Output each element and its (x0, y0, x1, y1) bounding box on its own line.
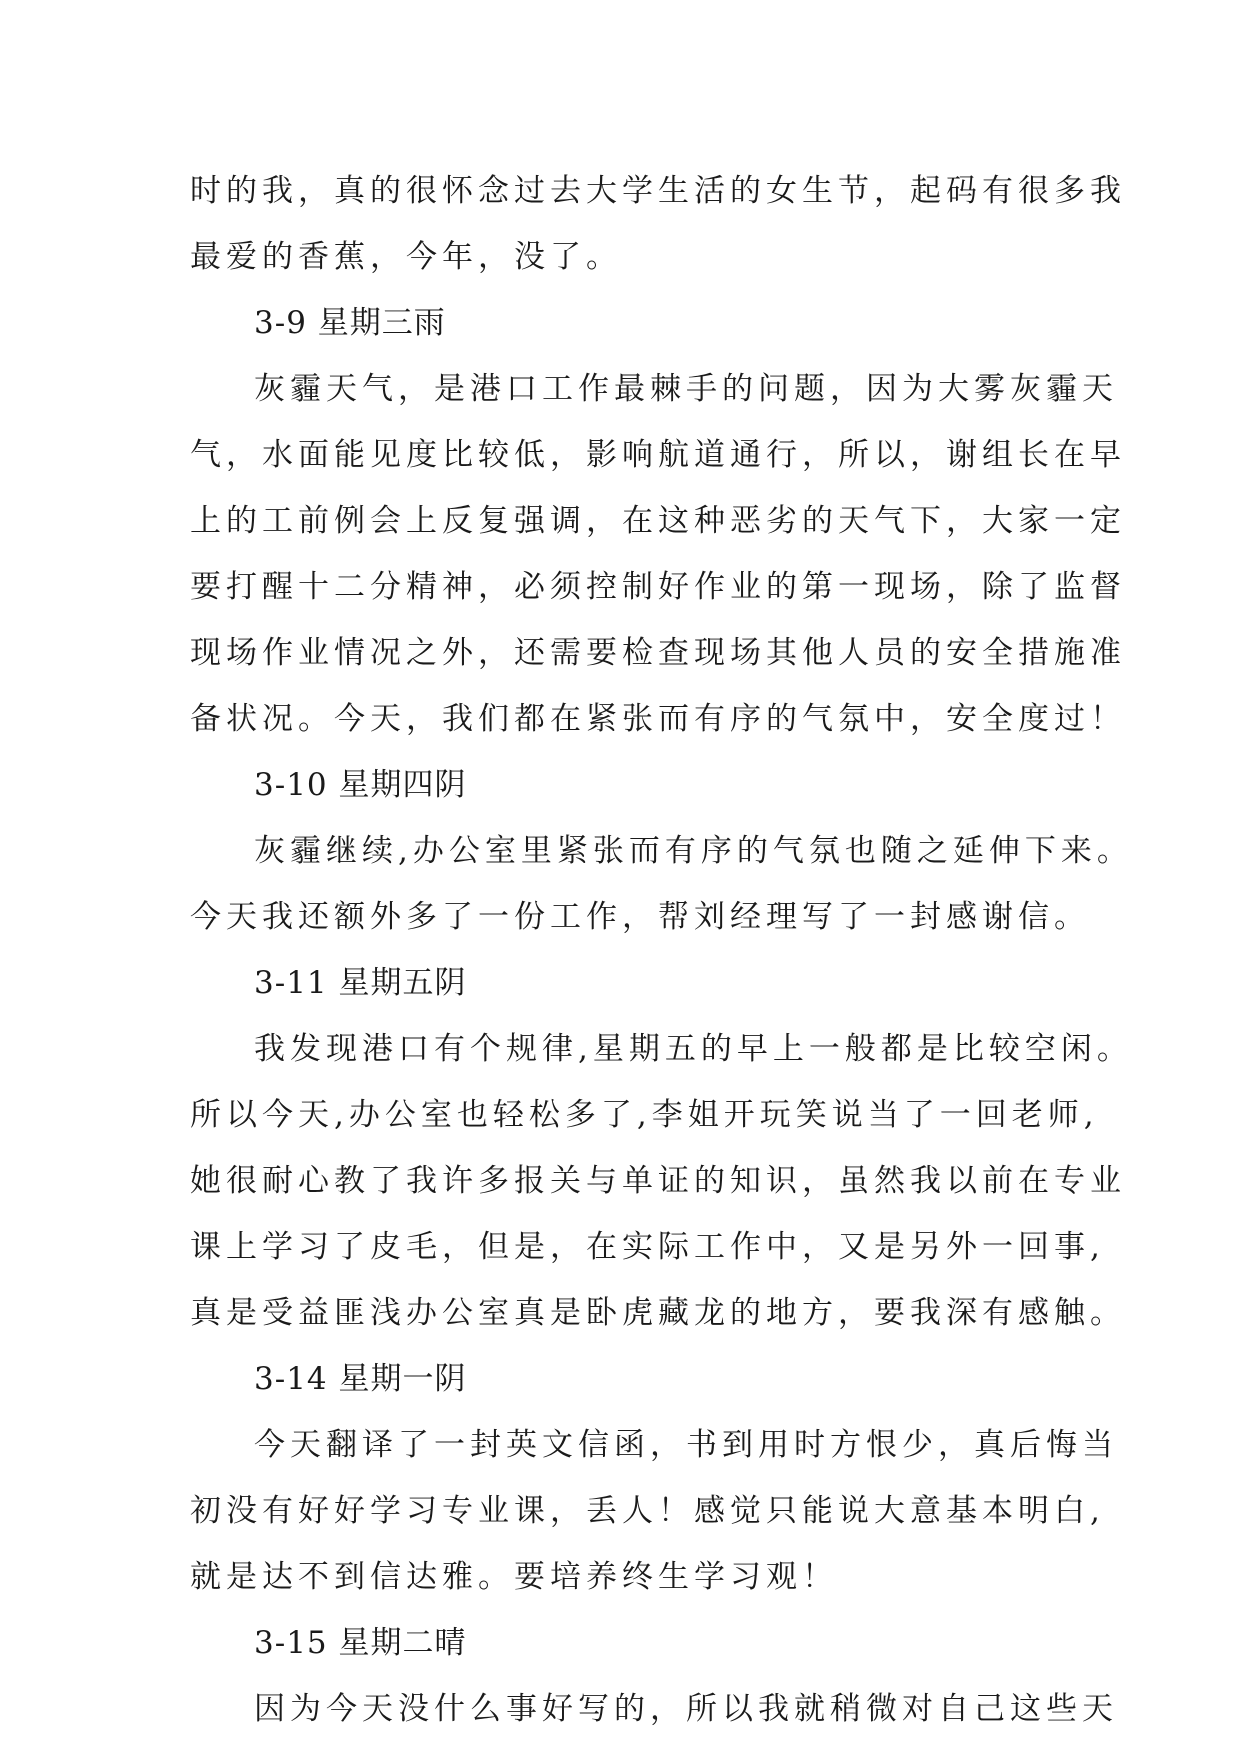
date-heading: 3-9 星期三雨 (254, 305, 446, 341)
text-line: 要打醒十二分精神，必须控制好作业的第一现场，除了监督 (190, 569, 1126, 605)
text-line: 时的我，真的很怀念过去大学生活的女生节，起码有很多我 (190, 173, 1126, 209)
text-line: 上的工前例会上反复强调，在这种恶劣的天气下，大家一定 (190, 503, 1126, 539)
text-line: 气，水面能见度比较低，影响航道通行，所以，谢组长在早 (190, 437, 1126, 473)
text-line: 现场作业情况之外，还需要检查现场其他人员的安全措施准 (190, 635, 1126, 671)
text-line: 最爱的香蕉，今年，没了。 (190, 239, 622, 275)
document-body (190, 158, 1133, 1742)
text-line: 真是受益匪浅办公室真是卧虎藏龙的地方，要我深有感触。 (190, 1295, 1126, 1331)
text-line: 灰霾继续,办公室里紧张而有序的气氛也随之延伸下来。 (254, 833, 1133, 869)
text-line: 备状况。今天，我们都在紧张而有序的气氛中，安全度过！ (190, 701, 1126, 737)
date-heading: 3-10 星期四阴 (254, 767, 467, 803)
text-line: 所以今天,办公室也轻松多了,李姐开玩笑说当了一回老师, (190, 1097, 1099, 1133)
text-line: 我发现港口有个规律,星期五的早上一般都是比较空闲。 (254, 1031, 1133, 1067)
text-line: 今天我还额外多了一份工作，帮刘经理写了一封感谢信。 (190, 899, 1090, 935)
text-line: 就是达不到信达雅。要培养终生学习观！ (190, 1559, 838, 1595)
date-heading: 3-15 星期二晴 (254, 1625, 467, 1661)
text-line: 她很耐心教了我许多报关与单证的知识，虽然我以前在专业 (190, 1163, 1126, 1199)
text-line: 灰霾天气，是港口工作最棘手的问题，因为大雾灰霾天 (254, 371, 1118, 407)
date-heading: 3-14 星期一阴 (254, 1361, 467, 1397)
text-line: 初没有好好学习专业课，丢人！感觉只能说大意基本明白, (190, 1493, 1105, 1529)
text-line: 课上学习了皮毛，但是，在实际工作中，又是另外一回事, (190, 1229, 1105, 1265)
date-heading: 3-11 星期五阴 (254, 965, 467, 1001)
text-line: 今天翻译了一封英文信函，书到用时方恨少，真后悔当 (254, 1427, 1118, 1463)
text-line: 因为今天没什么事好写的，所以我就稍微对自己这些天 (254, 1691, 1118, 1727)
